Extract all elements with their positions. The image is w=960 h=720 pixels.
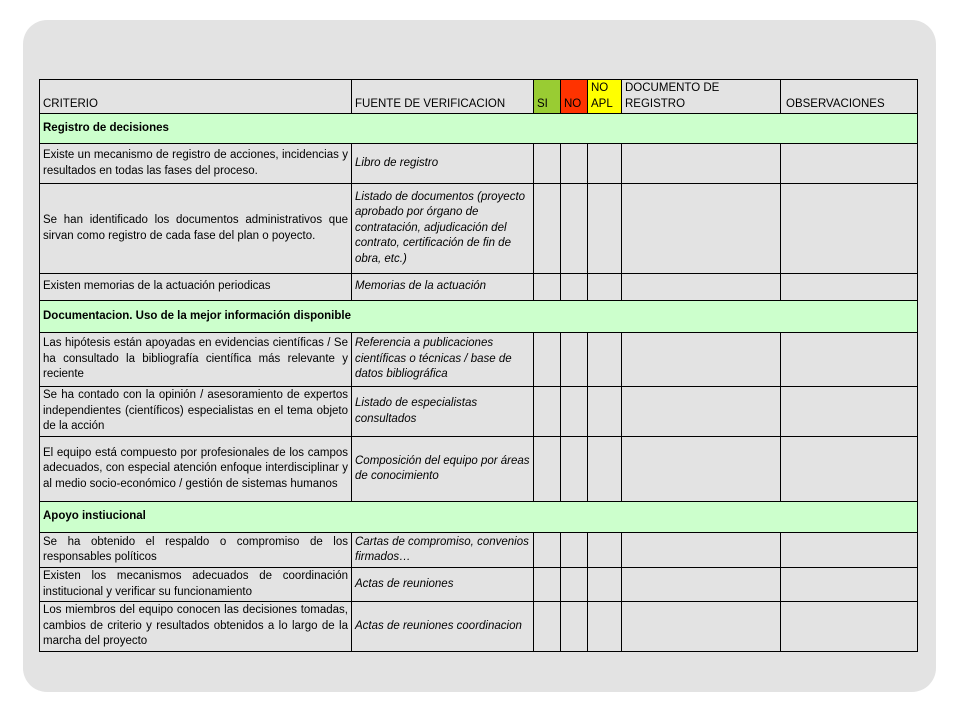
header-row	[40, 80, 918, 114]
observaciones-cell[interactable]	[781, 333, 918, 387]
criterio-cell: Existe un mecanismo de registro de acciones, incidencias y resultados en todas las fases del proceso.	[40, 144, 352, 184]
criterio-cell: Se ha obtenido el respaldo o compromiso de los responsables políticos	[40, 533, 352, 568]
no-apl-cell[interactable]	[588, 184, 622, 274]
criterio-cell: Existen los mecanismos adecuados de coordinación institucional y verificar su funcionamiento	[40, 568, 352, 602]
table-row	[40, 274, 918, 301]
si-cell[interactable]	[534, 568, 561, 602]
criterio-cell: Se han identificado los documentos administrativos que sirvan como registro de cada fase del plan o poyecto.	[40, 184, 352, 274]
criterio-cell: Existen memorias de la actuación periodicas	[40, 274, 352, 301]
si-cell[interactable]	[534, 533, 561, 568]
si-cell[interactable]	[534, 387, 561, 437]
fuente-cell: Actas de reuniones	[352, 568, 534, 602]
documento-cell[interactable]	[622, 274, 781, 301]
header-fuente: FUENTE DE VERIFICACION	[352, 80, 534, 114]
si-cell[interactable]	[534, 184, 561, 274]
section-row	[40, 301, 918, 333]
table-row	[40, 437, 918, 502]
no-cell[interactable]	[561, 144, 588, 184]
documento-cell[interactable]	[622, 437, 781, 502]
fuente-cell: Referencia a publicaciones científicas o técnicas / base de datos bibliográfica	[352, 333, 534, 387]
table-row	[40, 602, 918, 652]
header-si: SI	[534, 80, 561, 114]
no-cell[interactable]	[561, 437, 588, 502]
no-cell[interactable]	[561, 602, 588, 652]
observaciones-cell[interactable]	[781, 274, 918, 301]
documento-cell[interactable]	[622, 387, 781, 437]
no-cell[interactable]	[561, 274, 588, 301]
header-no-apl	[588, 80, 622, 114]
si-cell[interactable]	[534, 437, 561, 502]
table-row	[40, 568, 918, 602]
verification-table	[39, 79, 918, 652]
section-title: Apoyo instiucional	[40, 502, 918, 533]
header-documento-line1: DOCUMENTO DE	[625, 82, 720, 94]
table-row	[40, 333, 918, 387]
fuente-cell: Memorias de la actuación	[352, 274, 534, 301]
table-row	[40, 144, 918, 184]
documento-cell[interactable]	[622, 568, 781, 602]
no-cell[interactable]	[561, 387, 588, 437]
fuente-cell: Cartas de compromiso, convenios firmados…	[352, 533, 534, 568]
fuente-cell: Composición del equipo por áreas de conocimiento	[352, 437, 534, 502]
table-row	[40, 533, 918, 568]
documento-cell[interactable]	[622, 333, 781, 387]
documento-cell[interactable]	[622, 184, 781, 274]
criterio-cell: Se ha contado con la opinión / asesoramiento de expertos independientes (científicos) especialistas en el tema objeto de la acción	[40, 387, 352, 437]
documento-cell[interactable]	[622, 602, 781, 652]
si-cell[interactable]	[534, 333, 561, 387]
fuente-cell: Listado de especialistas consultados	[352, 387, 534, 437]
no-apl-cell[interactable]	[588, 144, 622, 184]
no-cell[interactable]	[561, 568, 588, 602]
no-cell[interactable]	[561, 533, 588, 568]
no-apl-cell[interactable]	[588, 437, 622, 502]
header-documento	[622, 80, 781, 114]
observaciones-cell[interactable]	[781, 602, 918, 652]
observaciones-cell[interactable]	[781, 144, 918, 184]
section-title: Documentacion. Uso de la mejor información disponible	[40, 301, 918, 333]
observaciones-cell[interactable]	[781, 184, 918, 274]
criterio-cell: Las hipótesis están apoyadas en evidencias científicas / Se ha consultado la bibliografía científica más relevante y reciente	[40, 333, 352, 387]
si-cell[interactable]	[534, 602, 561, 652]
fuente-cell: Actas de reuniones coordinacion	[352, 602, 534, 652]
no-apl-cell[interactable]	[588, 568, 622, 602]
table-row	[40, 387, 918, 437]
no-apl-cell[interactable]	[588, 274, 622, 301]
header-documento-line2: REGISTRO	[625, 97, 686, 110]
no-apl-cell[interactable]	[588, 333, 622, 387]
section-title: Registro de decisiones	[40, 114, 918, 144]
observaciones-cell[interactable]	[781, 568, 918, 602]
no-cell[interactable]	[561, 184, 588, 274]
criterio-cell: El equipo está compuesto por profesionales de los campos adecuados, con especial atención enfoque interdisciplinar y al medio socio-económico / gestión de sistemas humanos	[40, 437, 352, 502]
header-criterio: CRITERIO	[40, 80, 352, 114]
no-apl-cell[interactable]	[588, 533, 622, 568]
section-row	[40, 114, 918, 144]
no-cell[interactable]	[561, 333, 588, 387]
si-cell[interactable]	[534, 144, 561, 184]
section-row	[40, 502, 918, 533]
observaciones-cell[interactable]	[781, 387, 918, 437]
header-no-apl-line1: NO	[591, 82, 609, 94]
fuente-cell: Listado de documentos (proyecto aprobado por órgano de contratación, adjudicación del contrato, certificación de fin de obra, etc.)	[352, 184, 534, 274]
fuente-cell: Libro de registro	[352, 144, 534, 184]
criterio-cell: Los miembros del equipo conocen las decisiones tomadas, cambios de criterio y resultados obtenidos a lo largo de la marcha del proyecto	[40, 602, 352, 652]
documento-cell[interactable]	[622, 144, 781, 184]
header-no-apl-line2: APL	[591, 97, 613, 110]
documento-cell[interactable]	[622, 533, 781, 568]
header-no: NO	[561, 80, 588, 114]
table-row	[40, 184, 918, 274]
no-apl-cell[interactable]	[588, 387, 622, 437]
si-cell[interactable]	[534, 274, 561, 301]
observaciones-cell[interactable]	[781, 533, 918, 568]
header-observaciones: OBSERVACIONES	[781, 80, 918, 114]
no-apl-cell[interactable]	[588, 602, 622, 652]
observaciones-cell[interactable]	[781, 437, 918, 502]
